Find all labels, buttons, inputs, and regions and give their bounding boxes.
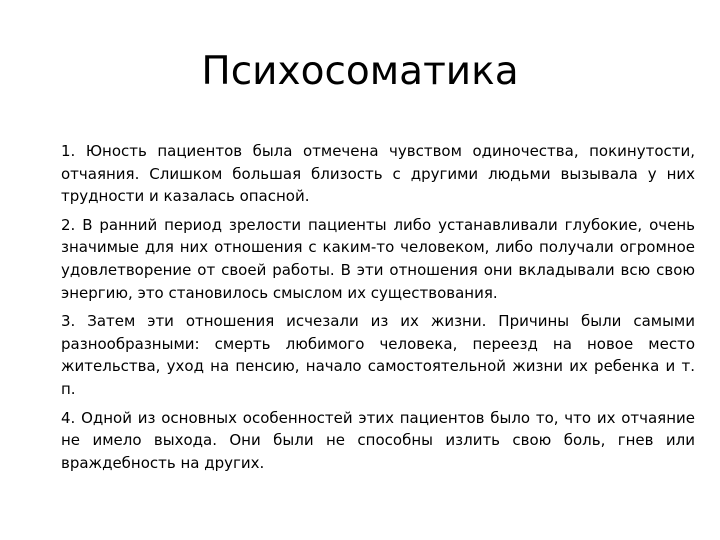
slide-title: Психосоматика xyxy=(201,49,519,94)
paragraph-2: 2. В ранний период зрелости пациенты либо устанавливали глубокие, очень значимые для них отношения с каким-то человеком, либо получали огромное удовлетворение от своей работы. В эти отношения они вкладывали всю свою энергию, это становилось смыслом их существования. xyxy=(61,215,695,302)
slide-body xyxy=(61,140,695,480)
paragraph-3: 3. Затем эти отношения исчезали из их жизни. Причины были самыми разнообразными: смерть любимого человека, переезд на новое место жительства, уход на пенсию, начало самостоятельной жизни их ребенка и т. п. xyxy=(61,312,695,398)
paragraph-4: 4. Одной из основных особенностей этих пациентов было то, что их отчаяние не имело выхода. Они были не способны излить свою боль, гнев или враждебность на других. xyxy=(61,408,695,472)
paragraph-1: 1. Юность пациентов была отмечена чувством одиночества, покинутости, отчаяния. Слишком большая близость с другими людьми вызывала у них трудности и казалась опасной. xyxy=(61,142,695,206)
